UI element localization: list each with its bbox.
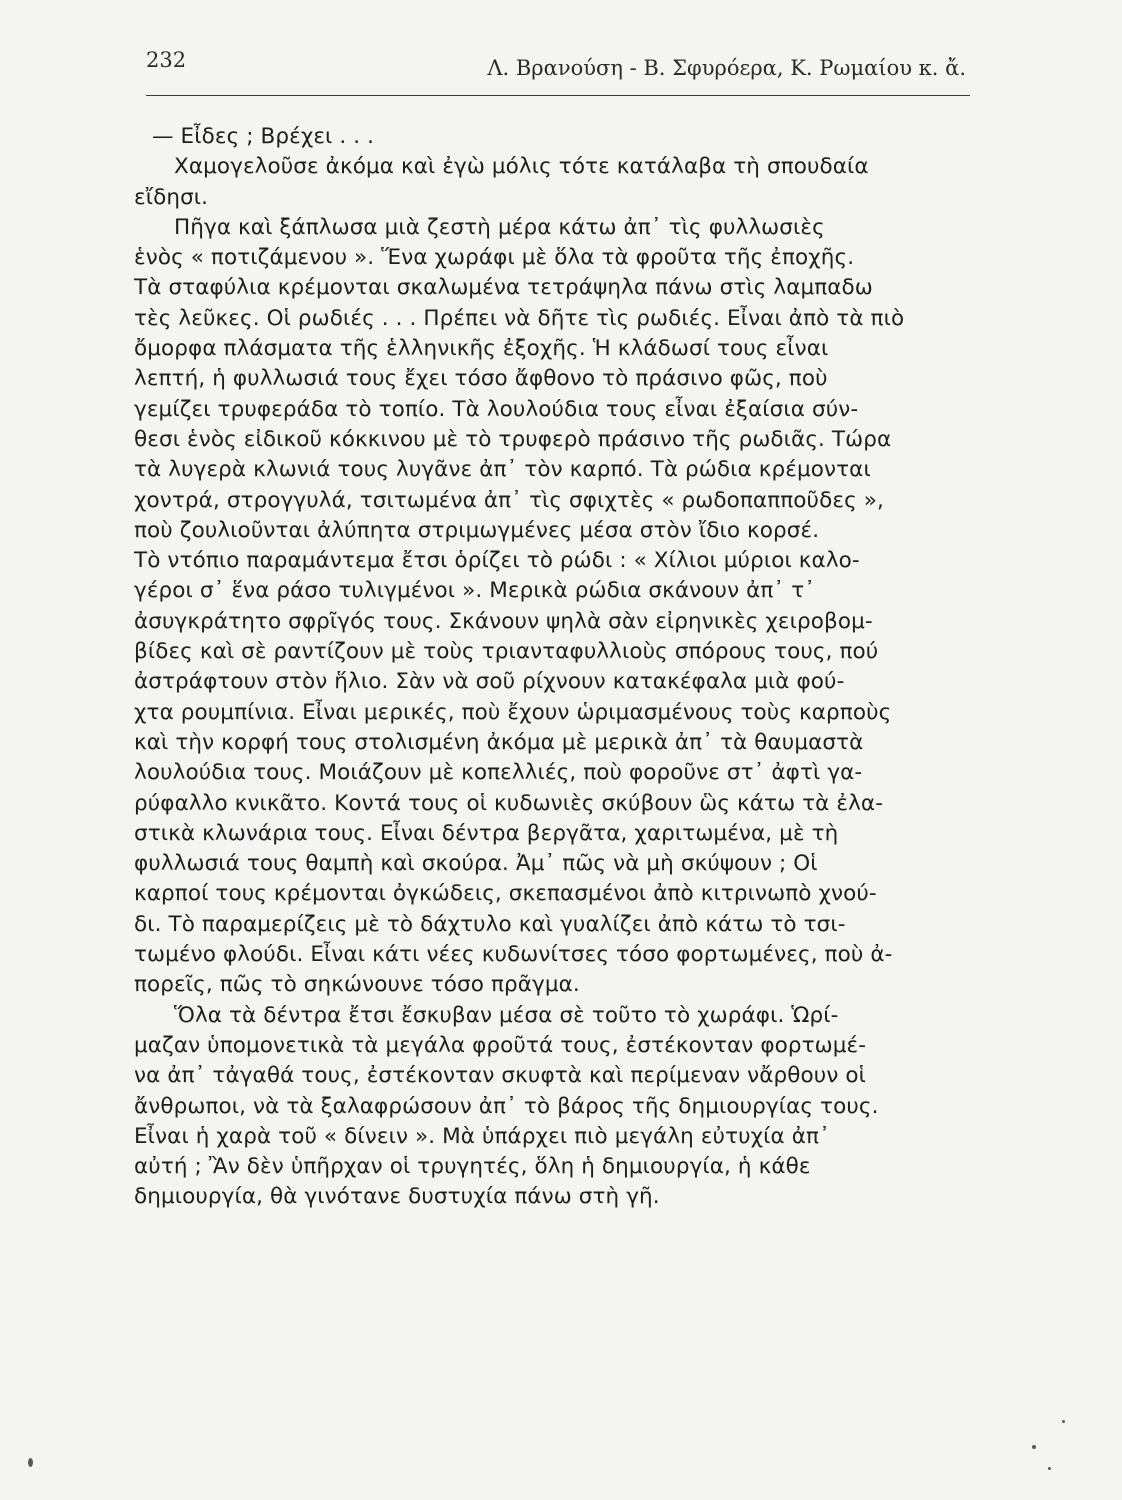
text-line: λεπτή, ἡ φυλλωσιά τους ἔχει τόσο ἄφθονο τὸ πράσινο φῶς, ποὺ <box>134 366 828 392</box>
running-title: Λ. Βρανούση - Β. Σφυρόερα, Κ. Ρωμαίου κ. ἄ. <box>487 56 966 80</box>
text-line: ἀσυγκράτητο σφρῖγός τους. Σκάνουν ψηλὰ σὰν εἰρηνικὲς χειροβομ- <box>134 608 873 634</box>
text-line: τωμένο φλούδι. Εἶναι κάτι νέες κυδωνίτσες τόσο φορτωμένες, ποὺ ἀ- <box>134 942 893 968</box>
text-line: βίδες καὶ σὲ ραντίζουν μὲ τοὺς τριανταφυλλιοὺς σπόρους τους, πού <box>134 639 879 665</box>
text-line: να ἀπ᾿ τἀγαθά τους, ἐστέκονταν σκυφτὰ καὶ περίμεναν νἄρθουν οἱ <box>134 1063 867 1089</box>
page-number: 232 <box>146 48 187 72</box>
body-text <box>134 122 974 1213</box>
text-line: θεσι ἑνὸς εἰδικοῦ κόκκινου μὲ τὸ τρυφερὸ πράσινο τῆς ρωδιᾶς. Τώρα <box>134 426 892 452</box>
text-line: — Εἶδες ; Βρέχει . . . <box>152 124 375 149</box>
text-line: τὲς λεῦκες. Οἱ ρωδιές . . . Πρέπει νὰ δῆτε τὶς ρωδιές. Εἶναι ἀπὸ τὰ πιὸ <box>134 305 905 331</box>
text-line: ἑνὸς « ποτιζάμενου ». Ἕνα χωράφι μὲ ὅλα τὰ φροῦτα τῆς ἐποχῆς. <box>134 245 855 271</box>
text-line: φυλλωσιά τους θαμπὴ καὶ σκούρα. Ἀμ᾿ πῶς νὰ μὴ σκύψουν ; Οἱ <box>134 851 818 877</box>
text-line: τὰ λυγερὰ κλωνιά τους λυγᾶνε ἀπ᾿ τὸν καρπό. Τὰ ρώδια κρέμονται <box>134 457 871 483</box>
text-line: Χαμογελοῦσε ἀκόμα καὶ ἐγὼ μόλις τότε κατάλαβα τὴ σπουδαία <box>174 154 869 180</box>
text-line: χτα ρουμπίνια. Εἶναι μερικές, ποὺ ἔχουν ὡριμασμένους τοὺς καρποὺς <box>134 699 892 725</box>
text-line: Τὰ σταφύλια κρέμονται σκαλωμένα τετράψηλα πάνω στὶς λαμπαδω <box>134 275 873 301</box>
text-line: Εἶναι ἡ χαρὰ τοῦ « δίνειν ». Μὰ ὑπάρχει πιὸ μεγάλη εὐτυχία ἀπ᾿ <box>134 1123 830 1149</box>
text-line: χοντρά, στρογγυλά, τσιτωμένα ἀπ᾿ τὶς σφιχτὲς « ρωδοπαπποῦδες », <box>134 487 884 513</box>
text-line: ἄνθρωποι, νὰ τὰ ξαλαφρώσουν ἀπ᾿ τὸ βάρος τῆς δημιουργίας τους. <box>134 1093 879 1119</box>
text-line: ρύφαλλο κνικᾶτο. Κοντά τους οἱ κυδωνιὲς σκύβουν ὣς κάτω τὰ ἐλα- <box>134 790 884 816</box>
scan-speck <box>28 1458 33 1467</box>
text-line: αὐτή ; Ἂν δὲν ὑπῆρχαν οἱ τρυγητές, ὅλη ἡ δημιουργία, ἡ κάθε <box>134 1154 811 1180</box>
text-line: γεμίζει τρυφεράδα τὸ τοπίο. Τὰ λουλούδια τους εἶναι ἐξαίσια σύν- <box>134 396 859 422</box>
text-line: καρποί τους κρέμονται ὀγκώδεις, σκεπασμένοι ἀπὸ κιτρινωπὸ χνού- <box>134 881 877 907</box>
text-line: Τὸ ντόπιο παραμάντεμα ἔτσι ὁρίζει τὸ ρώδι : « Χίλιοι μύριοι καλο- <box>134 548 860 574</box>
text-line: στικὰ κλωνάρια τους. Εἶναι δέντρα βεργᾶτα, χαριτωμένα, μὲ τὴ <box>134 820 839 846</box>
scan-speck <box>1032 1445 1036 1449</box>
text-line: Πῆγα καὶ ξάπλωσα μιὰ ζεστὴ μέρα κάτω ἀπ᾿ τὶς φυλλωσιὲς <box>174 214 825 240</box>
text-line: ποὺ ζουλιοῦνται ἀλύπητα στριμωγμένες μέσα στὸν ἴδιο κορσέ. <box>134 517 820 543</box>
header-rule <box>146 95 970 96</box>
text-line: δι. Τὸ παραμερίζεις μὲ τὸ δάχτυλο καὶ γυαλίζει ἀπὸ κάτω τὸ τσι- <box>134 911 846 937</box>
text-line: πορεῖς, πῶς τὸ σηκώνουνε τόσο πρᾶγμα. <box>134 972 580 998</box>
text-line: Ὅλα τὰ δέντρα ἔτσι ἔσκυβαν μέσα σὲ τοῦτο τὸ χωράφι. Ὡρί- <box>174 1002 839 1028</box>
text-line: ὄμορφα πλάσματα τῆς ἑλληνικῆς ἐξοχῆς. Ἡ κλάδωσί τους εἶναι <box>134 336 829 362</box>
text-line: γέροι σ᾿ ἕνα ράσο τυλιγμένοι ». Μερικὰ ρώδια σκάνουν ἀπ᾿ τ᾿ <box>134 578 816 604</box>
text-line: καὶ τὴν κορφή τους στολισμένη ἀκόμα μὲ μερικὰ ἀπ᾿ τὰ θαυμαστὰ <box>134 729 864 755</box>
text-line: μαζαν ὑπομονετικὰ τὰ μεγάλα φροῦτά τους, ἐστέκονταν φορτωμέ- <box>134 1032 867 1058</box>
scan-speck <box>1048 1467 1051 1470</box>
text-line: δημιουργία, θὰ γινότανε δυστυχία πάνω στὴ γῆ. <box>134 1184 660 1210</box>
text-line: εἴδησι. <box>134 184 209 210</box>
running-head <box>146 44 970 90</box>
text-line: ἀστράφτουν στὸν ἥλιο. Σὰν νὰ σοῦ ρίχνουν κατακέφαλα μιὰ φού- <box>134 669 845 695</box>
scan-speck <box>1062 1420 1065 1423</box>
text-line: λουλούδια τους. Μοιάζουν μὲ κοπελλιές, ποὺ φοροῦνε στ᾿ ἀφτὶ γα- <box>134 760 863 786</box>
